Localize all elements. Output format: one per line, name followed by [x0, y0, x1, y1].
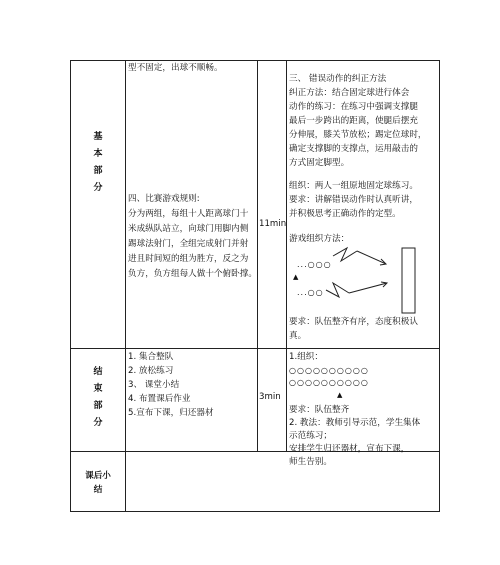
ending-org-line: ○○○○○○○○○○ [289, 378, 369, 387]
ending-item: 1. 集合整队 [128, 352, 174, 362]
organization-line: 组织：两人一组原地固定球练习。 [289, 181, 418, 191]
ending-org-line: 2. 教法：教师引导示范，学生集体 [289, 418, 421, 428]
ending-org-line: ▲ [337, 391, 343, 399]
game-org-label: 游戏组织方法： [289, 234, 350, 244]
section-label-ending: 结束部分 [93, 367, 103, 428]
game-rules-line: 米成纵队站立，向球门用脚内侧 [128, 224, 249, 234]
diagram-row-1: ...○○○ [297, 260, 332, 269]
zigzag-path-2 [326, 283, 349, 297]
correction-line: 方式固定脚型。 [289, 158, 350, 168]
section-label-basic: 基本部分 [93, 132, 103, 193]
triangle-marker: ▲ [293, 273, 299, 281]
ending-org-line: ○○○○○○○○○○ [289, 366, 369, 375]
game-rules-line: 四、比赛游戏规则: [128, 194, 200, 204]
arrow-line-1 [357, 251, 386, 264]
game-rules-line: 踢球法射门，全组完成射门并射 [128, 239, 249, 249]
arrow-line-2 [349, 283, 387, 293]
ending-item: 5.宣布下课，归还器材 [128, 408, 214, 418]
ending-org-line: 1.组织： [289, 352, 323, 362]
game-rules-line: 负方，负方组每人做十个俯卧撑。 [128, 269, 257, 279]
ending-item: 2. 放松练习 [128, 366, 174, 376]
organization-line: 并积极思考正确动作的定型。 [289, 209, 401, 219]
section-label-summary: 课后小结 [85, 471, 111, 495]
ending-item: 4. 布置课后作业 [128, 394, 191, 404]
goal-rect [402, 248, 415, 313]
run-path-diagram [71, 61, 439, 349]
ending-org-line: 示范练习； [289, 431, 332, 441]
correction-line: 纠正方法：结合固定球进行体会 [289, 88, 410, 98]
diagram-row-2: ...○○ [297, 288, 324, 297]
game-rules-line: 进且时间短的组为胜方，反之为 [128, 254, 249, 264]
time-basic: 11min [259, 219, 287, 229]
correction-line: 确定支撑脚的支撑点，运用敲击的 [289, 144, 418, 154]
organization-line: 要求：讲解错误动作时认真听讲， [289, 195, 418, 205]
ending-item: 3、 课堂小结 [128, 380, 180, 390]
lesson-plan-table [70, 60, 440, 512]
basic-top-line: 型不固定，出球不顺畅。 [128, 63, 223, 73]
correction-line: 最后一步跨出的距离，使腿后摆充 [289, 116, 418, 126]
zigzag-path-1 [333, 248, 357, 261]
correction-line: 动作的练习：在练习中强调支撑腿 [289, 102, 418, 112]
requirement-line: 真。 [289, 331, 307, 341]
ending-org-line: 师生告别。 [289, 457, 332, 467]
ending-org-line: 安排学生归还器材，宣布下课， [289, 444, 410, 454]
requirement-line: 要求：队伍整齐有序，态度积极认 [289, 317, 418, 327]
ending-org-line: 要求：队伍整齐 [289, 405, 350, 415]
time-ending: 3min [259, 392, 281, 402]
correction-line: 分伸展，膝关节放松；踢定位球时， [289, 130, 427, 140]
game-rules-line: 分为两组，每组十人距离球门十 [128, 209, 249, 219]
correction-line: 三、 错误动作的纠正方法 [289, 74, 387, 84]
